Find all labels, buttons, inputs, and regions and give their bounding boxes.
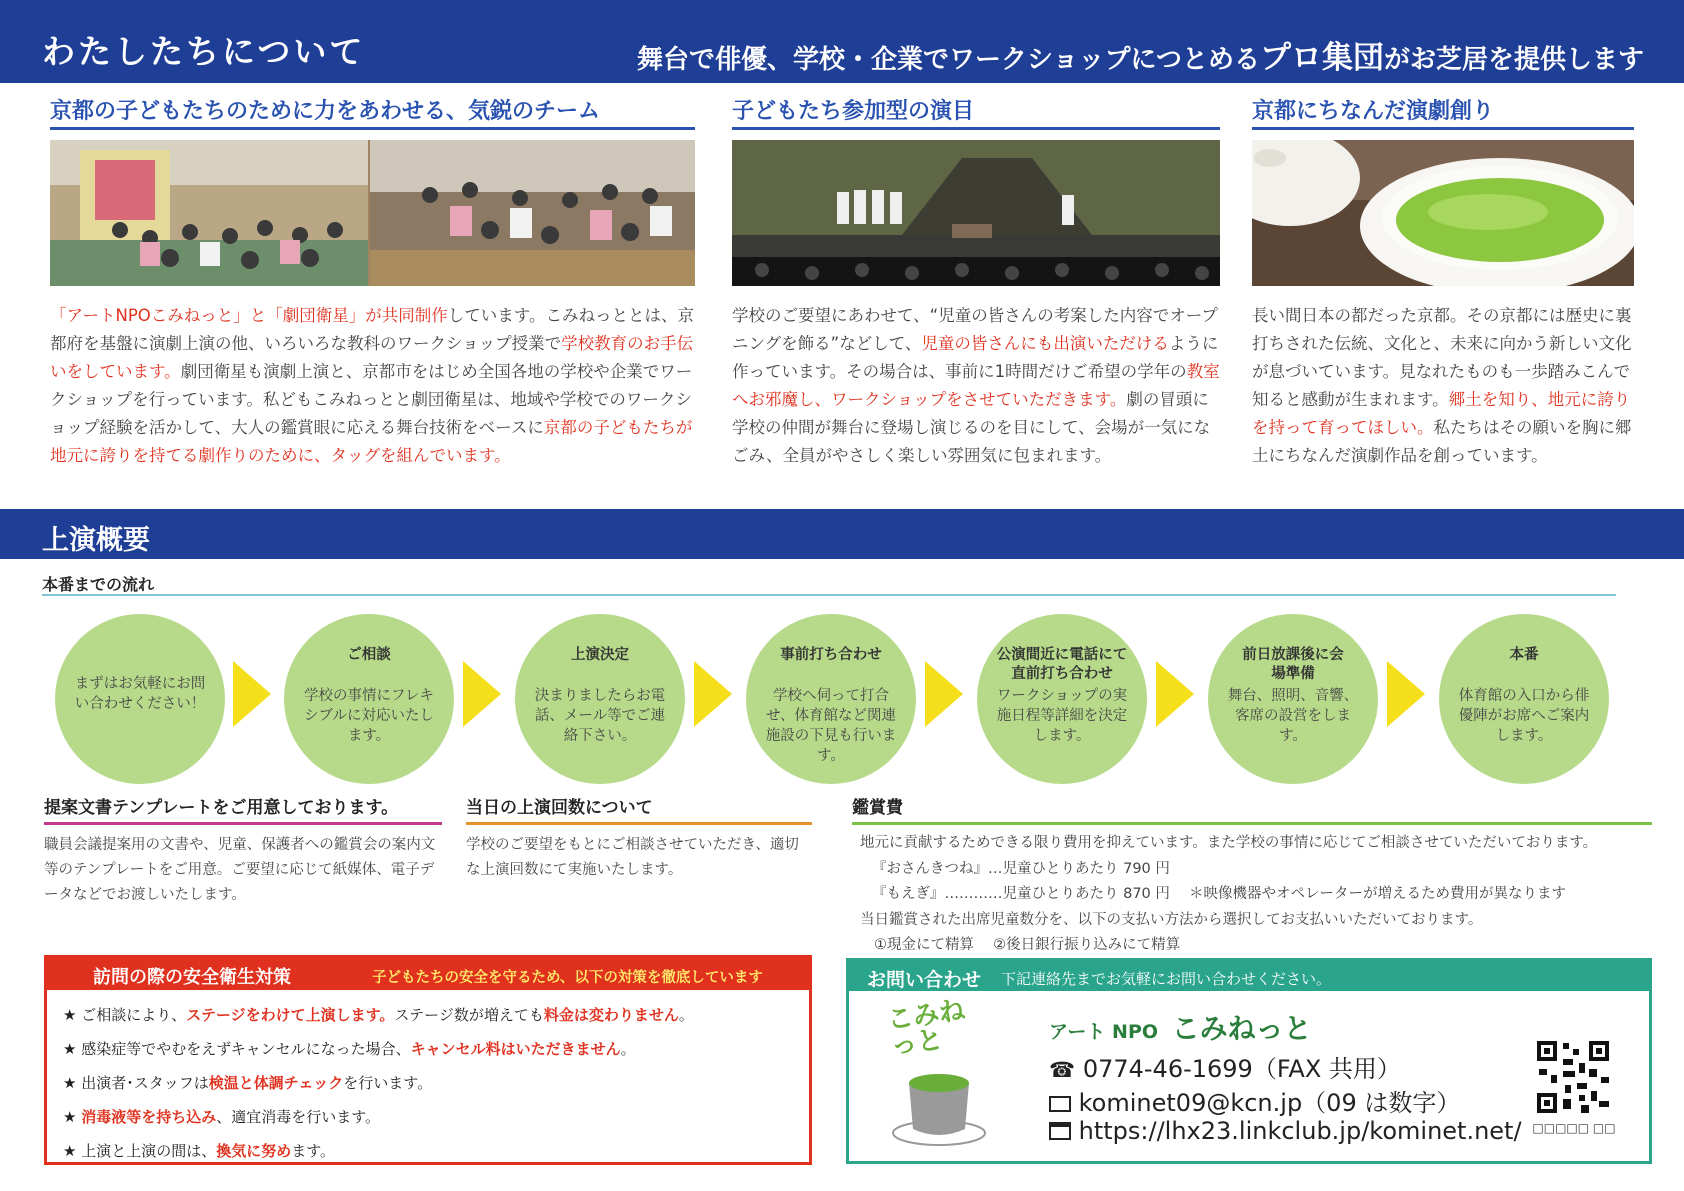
- flow-step-phone-meeting: [977, 614, 1147, 784]
- flow-step-decision: [515, 614, 685, 784]
- step-desc: ワークショップの実施日程等詳細を決定します。: [996, 688, 1128, 744]
- seg: 、適宜消毒を行います。: [216, 1108, 381, 1126]
- org-name-line: [1049, 1007, 1312, 1047]
- text-seg: しています。こみねっととは、京都府を基盤に演劇上演の他、いろいろな教科のワークショップ授業で: [50, 306, 694, 353]
- stage-photo-illustration: [732, 140, 1220, 286]
- tea-cup-graphic: [889, 1001, 999, 1151]
- seg: ★: [63, 1108, 82, 1126]
- safety-header: [47, 958, 809, 990]
- safety-subtitle: 子どもたちの安全を守るため、以下の対策を徹底しています: [372, 970, 763, 986]
- text-seg: 教室へお邪魔し、ワークショップをさせていただきます。: [732, 362, 1220, 409]
- step-title: 本番: [1509, 647, 1539, 663]
- qr-caption: □□□□□ □□: [1532, 1121, 1616, 1135]
- seg: 検温と体調チェック: [208, 1074, 344, 1092]
- step-desc: 学校の事情にフレキシブルに対応いたします。: [304, 688, 434, 744]
- email-line: [1049, 1083, 1460, 1118]
- overview-section-bar: [0, 509, 1684, 559]
- org-name: こみねっと: [1171, 1012, 1312, 1045]
- template-info-text: 職員会議提案用の文書や、児童、保護者への鑑賞会の案内文等のテンプレートをご用意。ご要望に応じて紙媒体、電子データなどでお渡しいたします。: [44, 837, 436, 903]
- flow-step-consult: [284, 614, 454, 784]
- stage-photo: [732, 140, 1220, 286]
- flow-arrow-icon: [233, 661, 271, 727]
- safety-item: [63, 1066, 809, 1100]
- text-seg: 学校教育のお手伝いをしています。: [50, 334, 694, 381]
- seg: 。: [678, 1006, 694, 1024]
- column-participation-text: [732, 302, 1220, 470]
- seg: 。: [620, 1040, 636, 1058]
- step-desc: 体育館の入口から俳優陣がお席へご案内します。: [1458, 688, 1590, 744]
- fee-info-heading: 鑑賞費: [852, 793, 1652, 825]
- tea-cup-logo-icon: [885, 995, 999, 1151]
- seg: ★ 出演者･スタッフは: [63, 1074, 209, 1092]
- text-seg: 私たちはその願いを胸に郷土にちなんだ演劇作品を創っています。: [1252, 418, 1632, 465]
- column-participation-heading: 子どもたち参加型の演目: [732, 94, 1220, 130]
- phone-icon: ☎: [1049, 1058, 1076, 1082]
- overview-title: 上演概要: [42, 525, 150, 556]
- contact-title: お問い合わせ: [867, 969, 982, 991]
- url-line: [1049, 1117, 1522, 1145]
- fee-line: 『おさんきつね』…児童ひとりあたり 790 円: [872, 860, 1170, 877]
- qr-code-graphic: [1535, 1039, 1611, 1115]
- workshop-photo: [50, 140, 695, 286]
- performances-info-heading: 当日の上演回数について: [466, 793, 812, 825]
- step-title: 公演間近に電話にて直前打ち合わせ: [996, 647, 1128, 682]
- step-desc: まずはお気軽にお問い合わせください！: [74, 676, 206, 712]
- seg: ステージ数が増えても: [394, 1006, 544, 1024]
- step-title: 上演決定: [571, 647, 629, 663]
- seg: ます。: [291, 1142, 336, 1160]
- step-title: 事前打ち合わせ: [780, 647, 882, 663]
- safety-item: [63, 1100, 809, 1134]
- qr-code-icon[interactable]: [1535, 1039, 1611, 1115]
- green-tea-photo-illustration: [1252, 140, 1634, 286]
- text-seg: 郷土を知り、地元に誇りを持って育ってほしい。: [1252, 390, 1631, 437]
- seg: を行います。: [343, 1074, 433, 1092]
- column-kyoto-text: [1252, 302, 1634, 470]
- fee-line: 地元に貢献するためできる限り費用を抑えています。また学校の事情に応じてご相談させていただいております。: [860, 835, 1598, 851]
- flow-step-setup: [1208, 614, 1378, 784]
- web-icon: [1049, 1122, 1071, 1140]
- performances-info: [466, 793, 812, 883]
- workshop-photo-illustration: [50, 140, 695, 286]
- logo-text: こみねっと: [885, 995, 968, 1062]
- step-desc: 学校へ伺って打合せ、体育館など関連施設の下見も行います。: [765, 688, 897, 764]
- flow-arrow-icon: [1387, 661, 1425, 727]
- text-seg: 京都の子どもたちが地元に誇りを持てる劇作りのために、タッグを組んでいます。: [50, 418, 693, 465]
- flow-step-pre-meeting: [746, 614, 916, 784]
- phone-number[interactable]: 0774-46-1699（FAX 共用）: [1082, 1055, 1401, 1083]
- seg: ★ 感染症等でやむをえずキャンセルになった場合、: [63, 1040, 411, 1058]
- column-team: [50, 94, 695, 470]
- seg: ステージをわけて上演します。: [186, 1006, 395, 1024]
- column-team-text: [50, 302, 695, 470]
- top-header-bar: [0, 0, 1684, 83]
- fee-line: 当日鑑賞された出席児童数分を、以下の支払い方法から選択してお支払いいただいております。: [860, 911, 1483, 928]
- seg: キャンセル料はいただきません: [410, 1040, 621, 1058]
- step-desc: 決まりましたらお電話、メール等でご連絡下さい。: [534, 688, 666, 744]
- mail-icon: [1049, 1096, 1071, 1112]
- safety-list: [47, 990, 809, 1168]
- org-prefix: アート NPO: [1049, 1021, 1159, 1043]
- page-title: わたしたちについて: [42, 32, 366, 71]
- flow-heading: 本番までの流れ: [42, 575, 155, 594]
- header-tagline: [637, 32, 1644, 77]
- safety-box: [44, 955, 812, 1165]
- tagline-pre: 舞台で俳優、学校・企業でワークショップにつとめる: [637, 45, 1260, 75]
- text-seg: 長い間日本の都だった京都。その京都には歴史に裏打ちされた伝統、文化と、未来に向かう新しい文化が息づいています。見なれたものも一歩踏みこんで知ると感動が生まれます。: [1252, 306, 1632, 409]
- contact-header: [849, 961, 1649, 991]
- phone-line: [1049, 1049, 1401, 1084]
- column-kyoto-heading: 京都にちなんだ演劇創り: [1252, 94, 1634, 130]
- template-info: [44, 793, 442, 908]
- website-url[interactable]: https://lhx23.linkclub.jp/kominet.net/: [1078, 1117, 1522, 1145]
- seg: ★ ご相談により、: [63, 1006, 187, 1024]
- safety-item: [63, 1134, 809, 1168]
- fee-moegi: 『もえぎ』…………児童ひとりあたり 870 円: [872, 886, 1170, 902]
- seg: ★ 上演と上演の間は、: [63, 1142, 217, 1160]
- text-seg: 学校のご要望にあわせて、“児童の皆さんの考案した内容でオープニングを飾る”などして、: [732, 306, 1218, 353]
- fee-line: ①現金にて精算 ②後日銀行振り込みにて精算: [874, 937, 1181, 953]
- flow-arrow-icon: [925, 661, 963, 727]
- column-participation: [732, 94, 1220, 470]
- seg: 消毒液等を持ち込み: [81, 1108, 217, 1126]
- seg: 換気に努め: [216, 1142, 292, 1160]
- text-seg: 劇団衛星も演劇上演と、京都市をはじめ全国各地の学校や企業でワークショップを行っています。私どもこみねっとと劇団衛星は、地域や学校でのワークショップ経験を活かして、大人の鑑賞眼に応える舞台技術をベースに: [50, 362, 693, 437]
- step-title: 前日放課後に会場準備: [1242, 647, 1344, 682]
- flow-step-inquiry: [55, 614, 225, 784]
- flow-step-performance: [1439, 614, 1609, 784]
- fee-note: ＊映像機器やオペレーターが増えるため費用が異なります: [1189, 886, 1567, 902]
- column-team-heading: 京都の子どもたちのために力をあわせる、気鋭のチーム: [50, 94, 695, 130]
- flow-divider: [42, 594, 1616, 596]
- contact-box: [846, 958, 1652, 1164]
- flow-arrow-icon: [1156, 661, 1194, 727]
- email-address[interactable]: kominet09@kcn.jp（09 は数字）: [1078, 1089, 1461, 1117]
- text-seg: 「アートNPOこみねっと」と「劇団衛星」が共同制作: [50, 306, 448, 325]
- text-seg: 劇の冒頭に学校の仲間が舞台に登場し演じるのを目にして、会場が一気になごみ、全員がやさしく楽しい雰囲気に包まれます。: [732, 390, 1211, 465]
- text-seg: 児童の皆さんにも出演いただける: [921, 334, 1169, 353]
- flow-arrow-icon: [694, 661, 732, 727]
- step-title: ご相談: [347, 647, 391, 663]
- contact-subtitle: 下記連絡先までお気軽にお問い合わせください。: [1001, 970, 1332, 988]
- template-info-heading: 提案文書テンプレートをご用意しております。: [44, 793, 442, 825]
- tagline-bold: プロ集団: [1259, 40, 1384, 76]
- text-seg: ように作っています。その場合は、事前に1時間だけご希望の学年の: [732, 334, 1219, 381]
- fee-line: [852, 882, 1652, 908]
- safety-title: 訪問の際の安全衛生対策: [93, 967, 291, 988]
- flow-arrow-icon: [463, 661, 501, 727]
- tagline-post: がお芝居を提供します: [1383, 45, 1644, 75]
- fee-info: [852, 793, 1652, 959]
- performances-info-text: 学校のご要望をもとにご相談させていただき、適切な上演回数にて実施いたします。: [466, 837, 799, 878]
- seg: 料金は変わりません: [543, 1006, 679, 1024]
- green-tea-photo: [1252, 140, 1634, 286]
- column-kyoto: [1252, 94, 1634, 470]
- step-desc: 舞台、照明、音響、客席の設営をします。: [1227, 688, 1359, 744]
- safety-item: [63, 998, 809, 1032]
- safety-item: [63, 1032, 809, 1066]
